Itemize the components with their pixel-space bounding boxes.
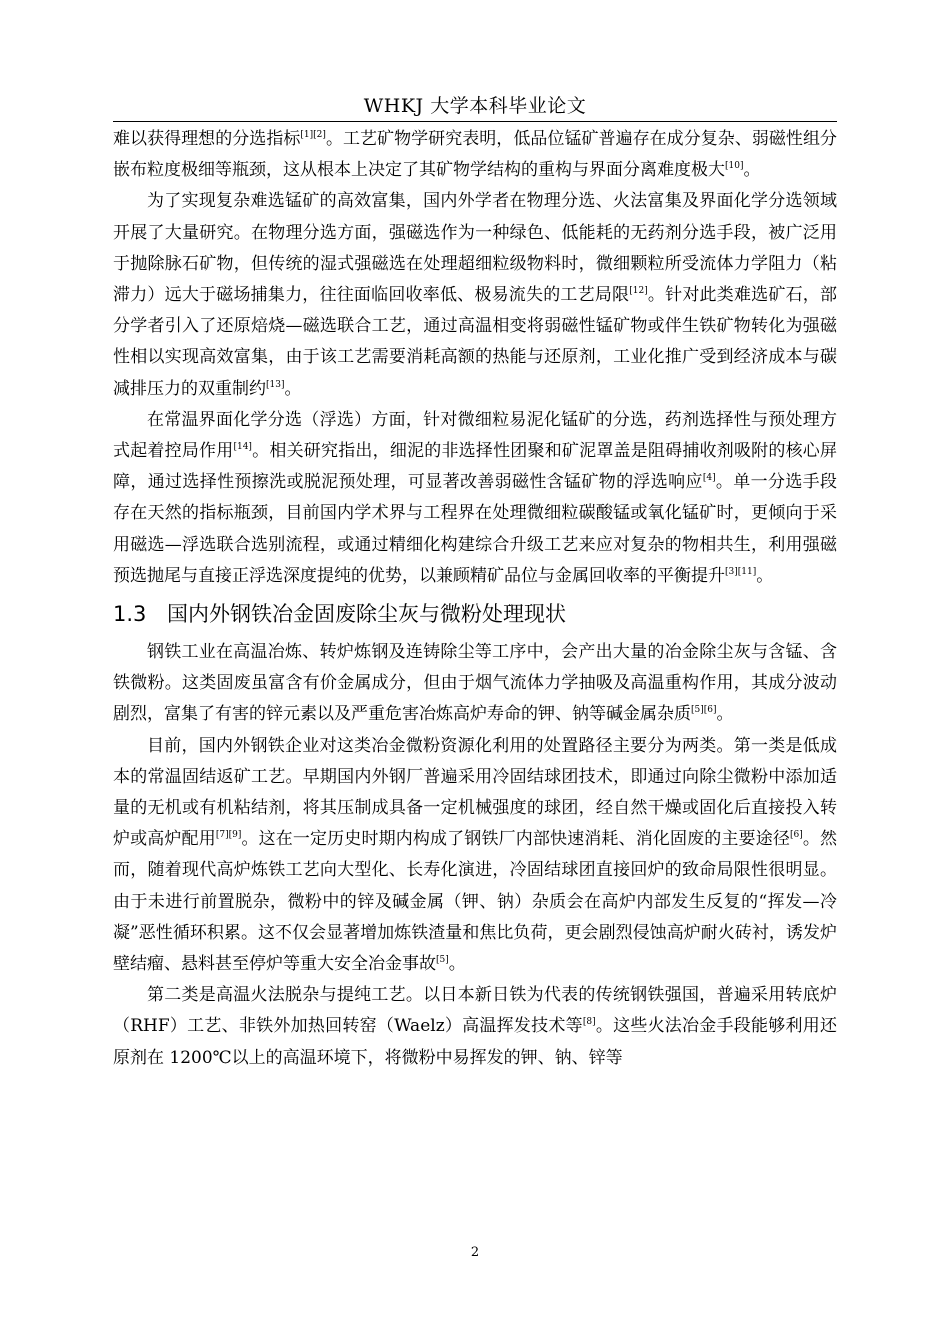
paragraph-text: 。这些火法冶金手段能够利用还原剂在 1200℃以上的高温环境下，将微粉中易挥发的钾、钠、锌等 <box>113 1016 837 1068</box>
paragraph-text: 。 <box>756 565 774 586</box>
paragraph-text: 。 <box>743 160 761 181</box>
citation-ref: [1][2] <box>300 130 326 140</box>
citation-ref: [3][11] <box>725 566 757 577</box>
paragraph <box>113 405 837 592</box>
paragraph-text: 。针对此类难选矿石，部分学者引入了还原焙烧—磁选联合工艺，通过高温相变将弱磁性锰矿物或伴生铁矿物转化为强磁性相以实现高效富集，由于该工艺需要消耗高额的热能与还原剂，工业化推广受到经济成本与碳减排压力的双重制约 <box>113 285 838 399</box>
paragraph <box>113 731 837 981</box>
paragraphs-after-section <box>113 637 837 1074</box>
citation-ref: [13] <box>266 379 285 390</box>
paragraphs-before-section <box>113 124 837 592</box>
paragraph-text: 。然而，随着现代高炉炼铁工艺向大型化、长寿化演进，冷固结球团直接回炉的致命局限性很明显。由于未进行前置脱杂，微粉中的锌及碱金属（钾、钠）杂质会在高炉内部发生反复的“挥发—冷凝”恶性循环积累。这不仅会显著增加炼铁渣量和焦比负荷，更会剧烈侵蚀高炉耐火砖衬，诱发炉壁结瘤、悬料甚至停炉等重大安全冶金事故 <box>113 829 838 975</box>
citation-ref: [5] <box>436 955 449 966</box>
paragraph-text: 在常温界面化学分选（浮选）方面，针对微细粒易泥化锰矿的分选，药剂选择性与预处理方式起着控局作用 <box>113 409 837 462</box>
paragraph-text: 第二类是高温火法脱杂与提纯工艺。以日本新日铁为代表的传统钢铁强国，普遍采用转底炉（RHF）工艺、非铁外加热回转窑（Waelz）高温挥发技术等 <box>113 985 837 1037</box>
paragraph-text: 。工艺矿物学研究表明，低品位锰矿普遍存在成分复杂、弱磁性组分嵌布粒度极细等瓶颈，这从根本上决定了其矿物学结构的重构与界面分离难度极大 <box>113 129 838 181</box>
paragraph-text: 。 <box>716 704 734 725</box>
citation-ref: [8] <box>582 1017 596 1028</box>
citation-ref: [14] <box>233 442 252 453</box>
section-title: 国内外钢铁冶金固废除尘灰与微粉处理现状 <box>167 602 566 627</box>
citation-ref: [7][9] <box>215 830 242 841</box>
paragraph-text: 。相关研究指出，细泥的非选择性团聚和矿泥罩盖是阻碍捕收剂吸附的核心屏障，通过选择性预擦洗或脱泥预处理，可显著改善弱磁性含锰矿物的浮选响应 <box>113 441 838 493</box>
page-body <box>113 124 837 1074</box>
page-number: 2 <box>470 1245 480 1260</box>
paragraph-text: 为了实现复杂难选锰矿的高效富集，国内外学者在物理分选、火法富集及界面化学分选领域开展了大量研究。在物理分选方面，强磁选作为一种绿色、低能耗的无药剂分选手段，被广泛用于抛除脉石矿物，但传统的湿式强磁选在处理超细粒级物料时，微细颗粒所受流体力学阻力（粘滞力）远大于磁场捕集力，往往面临回收率低、极易流失的工艺局限 <box>113 191 837 306</box>
running-header: WHKJ 大学本科毕业论文 <box>363 95 587 117</box>
paragraph-text: 。 <box>284 378 302 399</box>
citation-ref: [5][6] <box>691 705 717 716</box>
paragraph-text: 钢铁工业在高温冶炼、转炉炼钢及连铸除尘等工序中，会产出大量的冶金除尘灰与含锰、含铁微粉。这类固废虽富含有价金属成分，但由于烟气流体力学抽吸及高温重构作用，其成分波动剧烈，富集了有害的锌元素以及严重危害冶炼高炉寿命的钾、钠等碱金属杂质 <box>113 642 837 725</box>
section-number: 1.3 <box>113 602 147 627</box>
paragraph-text: 难以获得理想的分选指标 <box>113 129 301 149</box>
paragraph <box>113 980 837 1074</box>
paragraph-text: 。 <box>448 954 466 975</box>
paragraph-text: 目前，国内外钢铁企业对这类冶金微粉资源化利用的处置路径主要分为两类。第一类是低成本的常温固结返矿工艺。早期国内外钢厂普遍采用冷固结球团技术，即通过向除尘微粉中添加适量的无机或有机粘结剂，将其压制成具备一定机械强度的球团，经自然干燥或固化后直接投入转炉或高炉配用 <box>113 735 837 850</box>
header-rule <box>113 121 837 122</box>
section-heading <box>113 599 837 629</box>
paragraph <box>113 124 837 186</box>
paragraph-text: 。这在一定历史时期内构成了钢铁厂内部快速消耗、消化固废的主要途径 <box>241 829 790 850</box>
citation-ref: [6] <box>789 830 803 841</box>
paragraph <box>113 186 837 404</box>
paragraph <box>113 637 837 731</box>
citation-ref: [12] <box>629 286 648 297</box>
citation-ref: [10] <box>725 161 744 172</box>
paragraph-text: 。单一分选手段存在天然的指标瓶颈，目前国内学术界与工程界在处理微细粒碳酸锰或氧化锰矿时，更倾向于采用磁选—浮选联合选别流程，或通过精细化构建综合升级工艺来应对复杂的物相共生，利用强磁预选抛尾与直接正浮选深度提纯的优势，以兼顾精矿品位与金属回收率的平衡提升 <box>113 472 838 586</box>
citation-ref: [4] <box>702 473 716 484</box>
